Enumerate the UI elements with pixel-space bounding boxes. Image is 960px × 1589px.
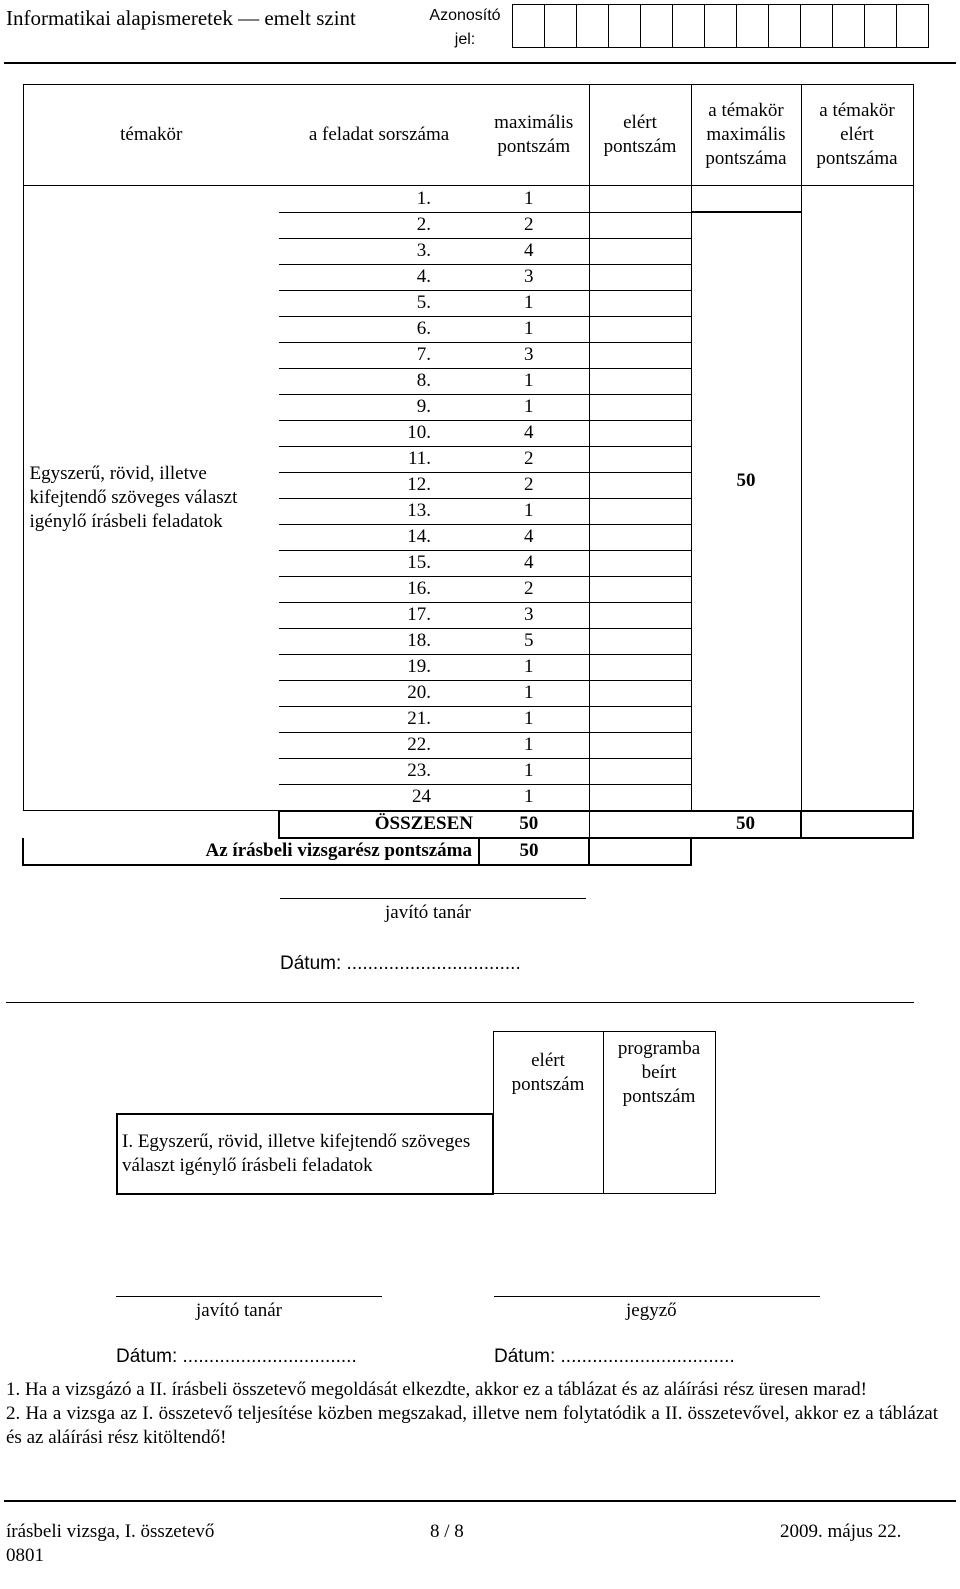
id-code-box[interactable]: [704, 4, 737, 48]
task-max-points: 2: [479, 446, 589, 472]
total-topic-max: 50: [691, 811, 801, 838]
task-number: 23.: [279, 758, 479, 784]
task-max-points: 4: [479, 420, 589, 446]
task-max-points: 1: [479, 680, 589, 706]
task-number: 7.: [279, 342, 479, 368]
written-score-row: [23, 838, 913, 865]
id-code-box[interactable]: [672, 4, 705, 48]
footer-divider: [4, 1500, 956, 1502]
task-achieved-points[interactable]: [589, 316, 691, 342]
task-achieved-points[interactable]: [589, 186, 691, 213]
summary-table: [116, 1031, 716, 1195]
task-achieved-points[interactable]: [589, 706, 691, 732]
total-topic-achieved[interactable]: [801, 811, 913, 838]
task-achieved-points[interactable]: [589, 550, 691, 576]
id-code-box[interactable]: [768, 4, 801, 48]
footer-exam-info: [6, 1520, 214, 1568]
task-achieved-points[interactable]: [589, 212, 691, 238]
written-max: 50: [479, 838, 589, 865]
task-achieved-points[interactable]: [589, 784, 691, 811]
summary-row-label: I. Egyszerű, rövid, illetve kifejtendő szöveges választ igénylő írásbeli feladatok: [117, 1114, 493, 1194]
id-code-box[interactable]: [640, 4, 673, 48]
written-blank-2: [801, 838, 913, 865]
total-max-points: 50: [479, 811, 589, 838]
id-code-box[interactable]: [736, 4, 769, 48]
summary-cell-achieved[interactable]: [493, 1114, 603, 1194]
task-max-points: 1: [479, 706, 589, 732]
note-2: 2. Ha a vizsga az I. összetevő teljesítése közben megszakad, illetve nem folytatódik a II. összetevővel, akkor ez a táblázat és az aláírási rész kitöltendő!: [6, 1403, 938, 1448]
footer-exam-type: írásbeli vizsga, I. összetevő: [6, 1521, 215, 1542]
task-max-points: 1: [479, 316, 589, 342]
task-max-points: 4: [479, 524, 589, 550]
task-achieved-points[interactable]: [589, 238, 691, 264]
id-label: [424, 4, 506, 52]
page-header-title: Informatikai alapismeretek — emelt szint: [6, 6, 356, 30]
task-number: 12.: [279, 472, 479, 498]
note-1: 1. Ha a vizsgázó a II. írásbeli összetevő megoldását elkezdte, akkor ez a táblázat és az aláírási rész üresen marad!: [6, 1379, 867, 1400]
task-number: 10.: [279, 420, 479, 446]
task-achieved-points[interactable]: [589, 420, 691, 446]
id-code-boxes: [512, 4, 928, 48]
id-code-box[interactable]: [832, 4, 865, 48]
summary-header-program: programba beírt pontszám: [603, 1032, 715, 1114]
footer-page-number: 8 / 8: [430, 1521, 464, 1542]
footer-date: 2009. május 22.: [780, 1521, 902, 1542]
task-max-points: 1: [479, 758, 589, 784]
task-achieved-points[interactable]: [589, 446, 691, 472]
task-max-points: 1: [479, 654, 589, 680]
summary-cell-program[interactable]: [603, 1114, 715, 1194]
task-max-points: 4: [479, 238, 589, 264]
summary-blank-cell: [117, 1032, 493, 1114]
footer-exam-code: 0801: [6, 1545, 44, 1566]
instructions-notes: [6, 1378, 938, 1450]
task-achieved-points[interactable]: [589, 264, 691, 290]
task-max-points: 3: [479, 342, 589, 368]
topic-achieved-cell[interactable]: [801, 186, 913, 811]
task-max-points: 2: [479, 576, 589, 602]
col-header-topic-max: a témakör maximális pontszáma: [691, 85, 801, 186]
col-header-topic: témakör: [23, 85, 279, 186]
id-code-box[interactable]: [896, 4, 929, 48]
task-max-points: 2: [479, 212, 589, 238]
task-number: 14.: [279, 524, 479, 550]
task-number: 9.: [279, 394, 479, 420]
signature-date-clerk: Dátum: .................................: [494, 1346, 735, 1367]
task-number: 6.: [279, 316, 479, 342]
task-achieved-points[interactable]: [589, 628, 691, 654]
signature-line-teacher: [280, 898, 586, 899]
signature-date-teacher-2: Dátum: .................................: [116, 1346, 357, 1367]
task-max-points: 1: [479, 732, 589, 758]
col-header-task-number: a feladat sorszáma: [279, 85, 479, 186]
task-max-points: 2: [479, 472, 589, 498]
total-blank: [23, 811, 279, 838]
task-row: [23, 186, 913, 213]
task-achieved-points[interactable]: [589, 472, 691, 498]
task-achieved-points[interactable]: [589, 342, 691, 368]
id-code-box[interactable]: [864, 4, 897, 48]
task-max-points: 4: [479, 550, 589, 576]
id-code-box[interactable]: [512, 4, 545, 48]
task-max-points: 1: [479, 498, 589, 524]
task-max-points: 1: [479, 186, 589, 213]
written-label: Az írásbeli vizsgarész pontszáma: [23, 838, 479, 865]
task-number: 5.: [279, 290, 479, 316]
task-achieved-points[interactable]: [589, 654, 691, 680]
col-header-max-points: maximális pontszám: [479, 85, 589, 186]
id-code-box[interactable]: [608, 4, 641, 48]
written-blank-1: [691, 838, 801, 865]
task-max-points: 1: [479, 784, 589, 811]
signature-date-teacher: Dátum: .................................: [280, 953, 521, 974]
task-achieved-points[interactable]: [589, 758, 691, 784]
topic-max-top-cell: [691, 186, 801, 213]
task-number: 22.: [279, 732, 479, 758]
total-row: [23, 811, 913, 838]
task-number: 18.: [279, 628, 479, 654]
written-achieved[interactable]: [589, 838, 691, 865]
signature-role-teacher: javító tanár: [385, 902, 471, 923]
id-code-box[interactable]: [544, 4, 577, 48]
task-achieved-points[interactable]: [589, 602, 691, 628]
col-header-achieved: elért pontszám: [589, 85, 691, 186]
task-number: 11.: [279, 446, 479, 472]
task-number: 1.: [279, 186, 479, 213]
task-achieved-points[interactable]: [589, 498, 691, 524]
id-code-box[interactable]: [800, 4, 833, 48]
signature-line-teacher-2: [116, 1296, 382, 1297]
task-achieved-points[interactable]: [589, 680, 691, 706]
score-table: [22, 84, 914, 866]
task-achieved-points[interactable]: [589, 732, 691, 758]
task-number: 15.: [279, 550, 479, 576]
topic-name-cell: Egyszerű, rövid, illetve kifejtendő szöveges választ igénylő írásbeli feladatok: [23, 186, 279, 811]
task-number: 20.: [279, 680, 479, 706]
task-number: 2.: [279, 212, 479, 238]
task-max-points: 3: [479, 264, 589, 290]
id-label-line2: jel:: [454, 31, 476, 48]
task-achieved-points[interactable]: [589, 368, 691, 394]
task-number: 17.: [279, 602, 479, 628]
signature-role-clerk: jegyző: [626, 1300, 677, 1321]
task-max-points: 1: [479, 368, 589, 394]
task-number: 8.: [279, 368, 479, 394]
task-number: 19.: [279, 654, 479, 680]
signature-role-teacher-2: javító tanár: [196, 1300, 282, 1321]
signature-line-clerk: [494, 1296, 820, 1297]
task-number: 21.: [279, 706, 479, 732]
total-label: ÖSSZESEN: [279, 811, 479, 838]
task-max-points: 1: [479, 394, 589, 420]
task-achieved-points[interactable]: [589, 290, 691, 316]
task-number: 24: [279, 784, 479, 811]
task-number: 4.: [279, 264, 479, 290]
task-max-points: 3: [479, 602, 589, 628]
topic-max-value: 50: [691, 212, 801, 811]
task-max-points: 5: [479, 628, 589, 654]
id-code-box[interactable]: [576, 4, 609, 48]
header-divider: [4, 62, 956, 64]
task-number: 16.: [279, 576, 479, 602]
col-header-topic-achieved: a témakör elért pontszáma: [801, 85, 913, 186]
id-label-line1: Azonosító: [429, 7, 501, 24]
summary-header-achieved: elért pontszám: [493, 1032, 603, 1114]
task-achieved-points[interactable]: [589, 524, 691, 550]
task-number: 13.: [279, 498, 479, 524]
task-max-points: 1: [479, 290, 589, 316]
task-achieved-points[interactable]: [589, 394, 691, 420]
score-table-header-row: [23, 85, 913, 186]
task-number: 3.: [279, 238, 479, 264]
section-divider: [6, 1002, 914, 1003]
task-achieved-points[interactable]: [589, 576, 691, 602]
total-achieved[interactable]: [589, 811, 691, 838]
